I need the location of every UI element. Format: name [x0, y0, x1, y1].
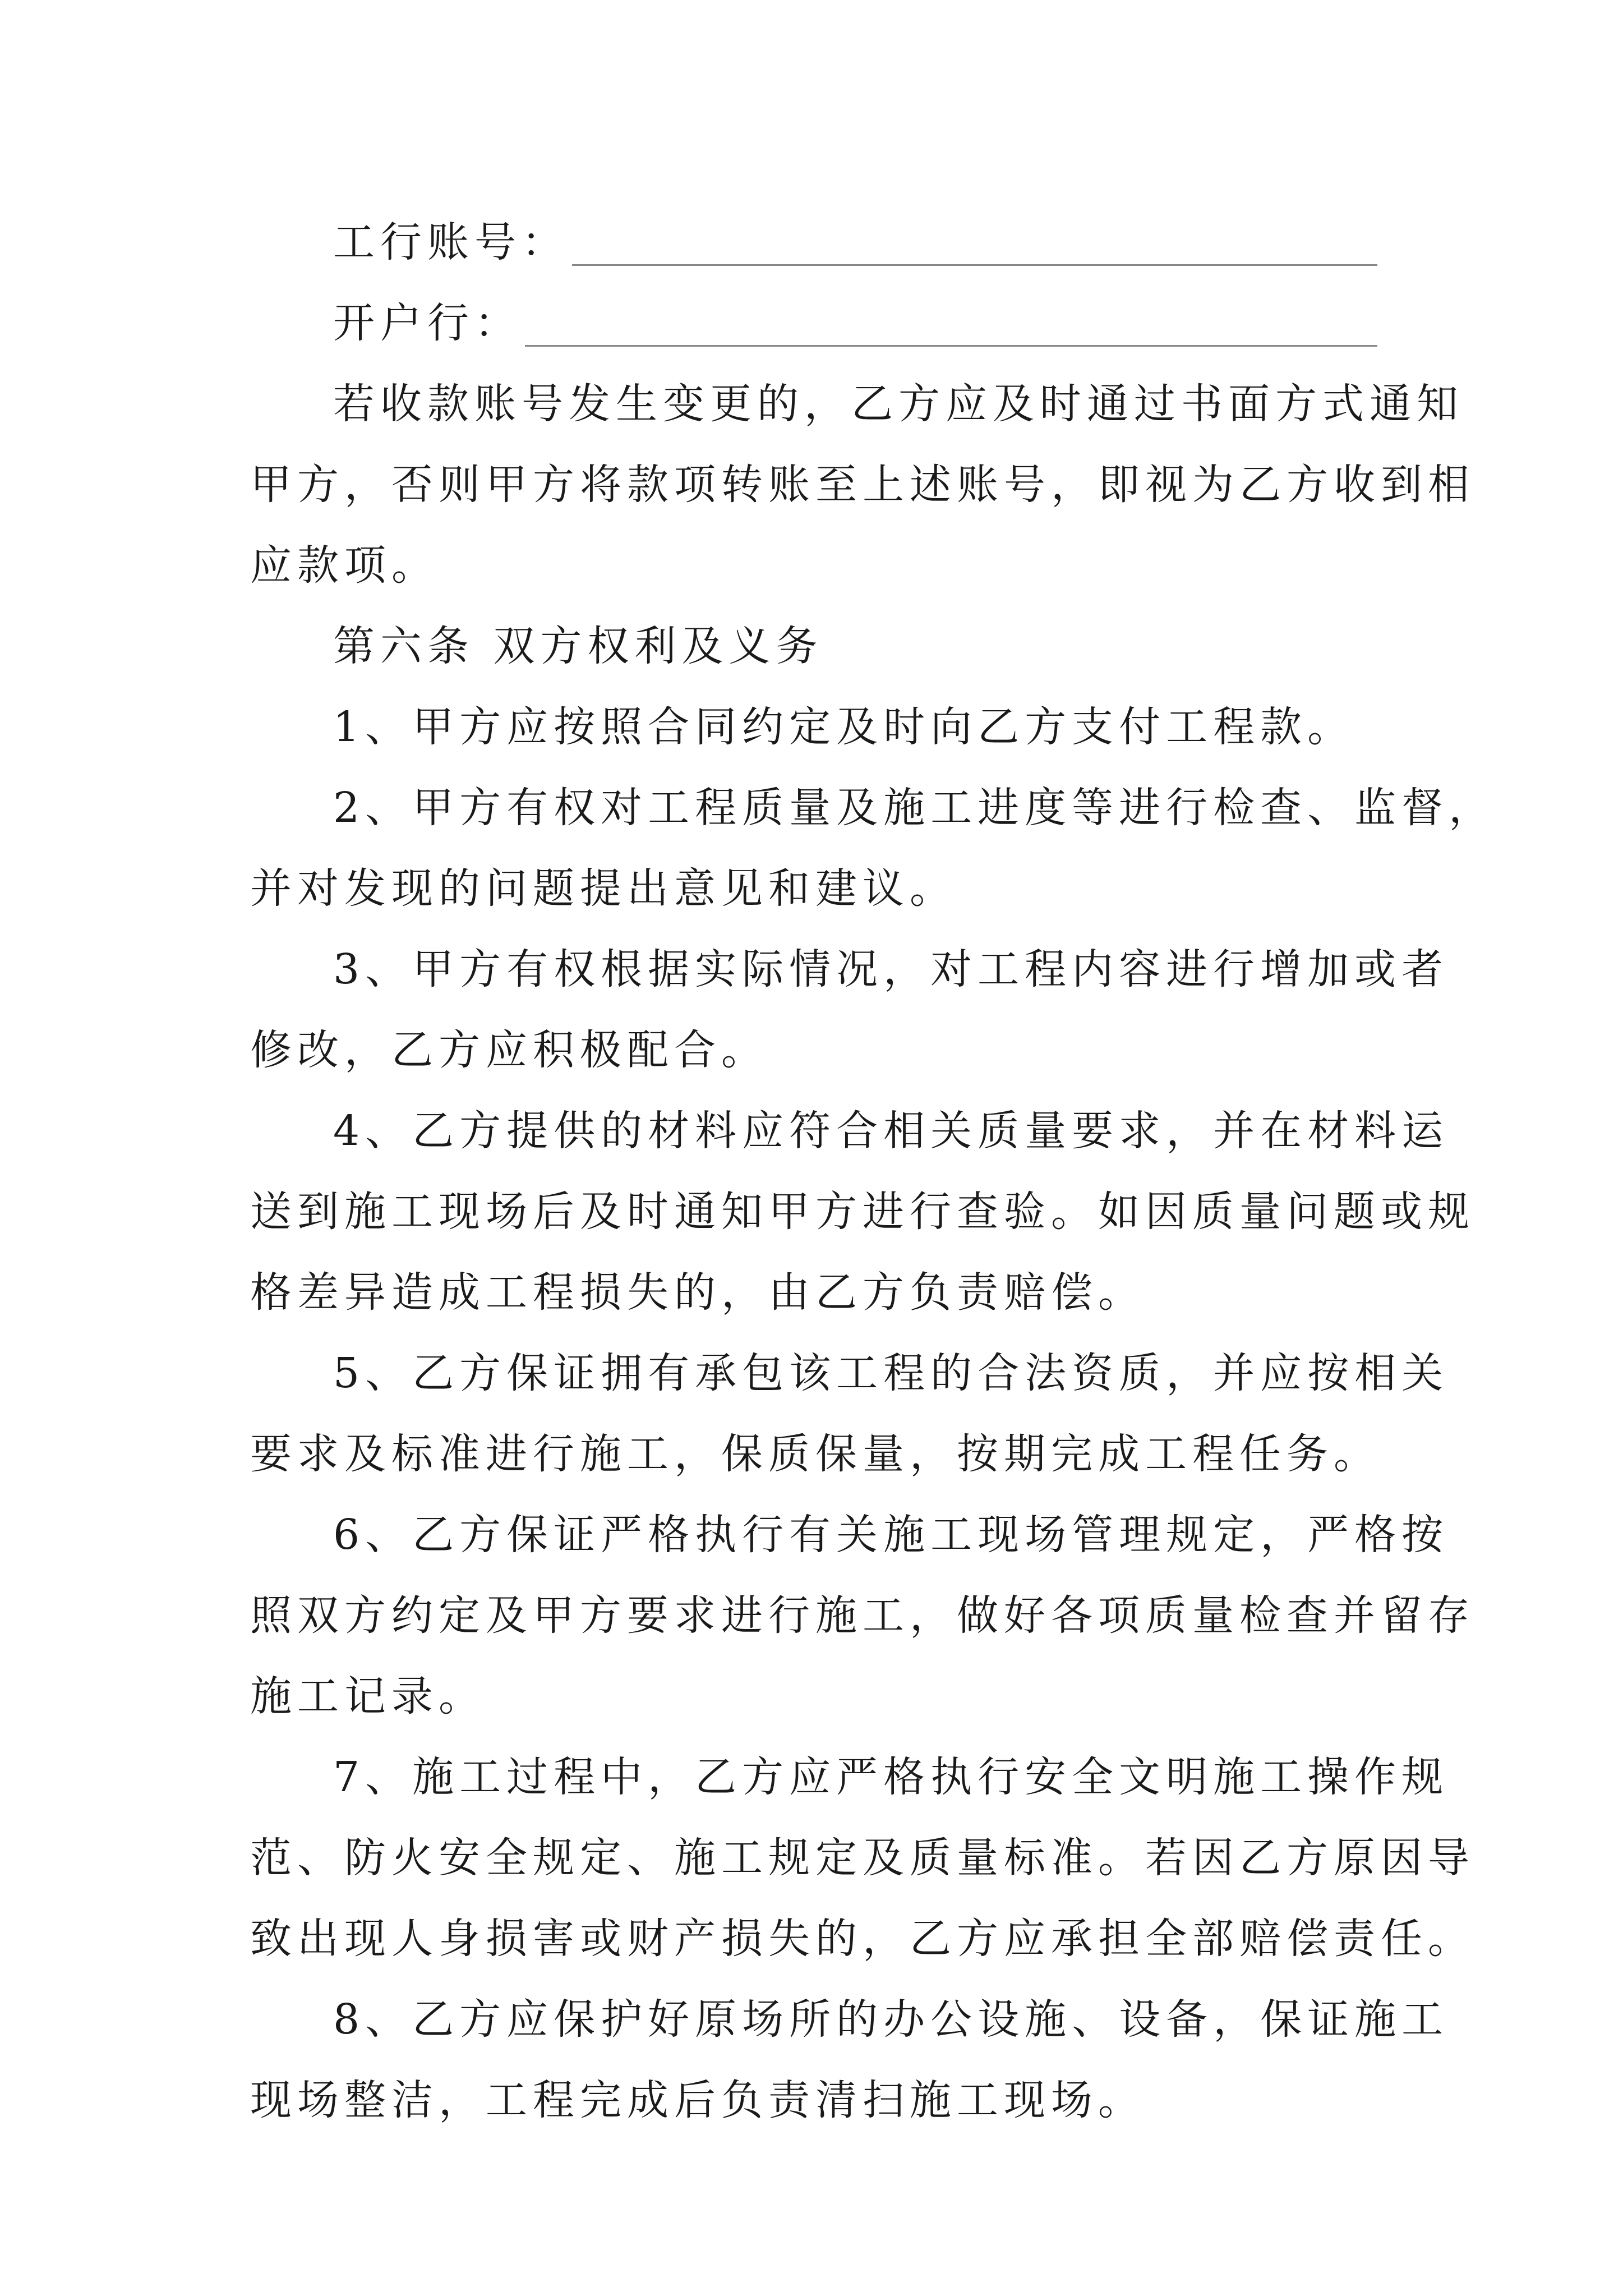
- paragraph-line: 照双方约定及甲方要求进行施工，做好各项质量检查并留存: [250, 1591, 1475, 1640]
- paragraph-line: 并对发现的问题提出意见和建议。: [250, 864, 957, 913]
- paragraph-line: 送到施工现场后及时通知甲方进行查验。如因质量问题或规: [250, 1188, 1475, 1236]
- bank-name-row: [250, 283, 1377, 364]
- clause-7: [250, 1737, 1475, 1979]
- clause-3: [250, 929, 1449, 1091]
- bank-name-blank[interactable]: [525, 300, 1377, 347]
- clause-6: [250, 1494, 1475, 1737]
- paragraph-line: 3、甲方有权根据实际情况，对工程内容进行增加或者: [333, 945, 1449, 993]
- paragraph-line: 甲方，否则甲方将款项转账至上述账号，即视为乙方收到相: [250, 461, 1475, 509]
- paragraph-line: 施工记录。: [250, 1672, 486, 1720]
- clause-8: [250, 1979, 1449, 2141]
- paragraph-line: 6、乙方保证严格执行有关施工现场管理规定，严格按: [333, 1511, 1449, 1559]
- paragraph-line: 修改，乙方应积极配合。: [250, 1026, 768, 1074]
- section-heading: 第六条 双方权利及义务: [333, 622, 823, 670]
- paragraph-line: 范、防火安全规定、施工规定及质量标准。若因乙方原因导: [250, 1834, 1475, 1882]
- account-number-row: [250, 202, 1377, 283]
- paragraph-line: 应款项。: [250, 541, 439, 590]
- paragraph-line: 若收款账号发生变更的，乙方应及时通过书面方式通知: [333, 380, 1464, 428]
- clause-1: [250, 687, 1377, 767]
- paragraph-line: 格差异造成工程损失的，由乙方负责赔偿。: [250, 1268, 1145, 1317]
- paragraph-line: 7、施工过程中，乙方应严格执行安全文明施工操作规: [333, 1753, 1449, 1801]
- paragraph-line: 2、甲方有权对工程质量及施工进度等进行检查、监督，: [333, 784, 1496, 832]
- paragraph-line: 1、甲方应按照合同约定及时向乙方支付工程款。: [333, 703, 1355, 751]
- paragraph-line: 致出现人身损害或财产损失的，乙方应承担全部赔偿责任。: [250, 1915, 1475, 1963]
- clause-2: [250, 767, 1496, 929]
- account-number-blank[interactable]: [572, 219, 1377, 266]
- clause-5: [250, 1333, 1449, 1494]
- paragraph-line: 现场整洁，工程完成后负责清扫施工现场。: [250, 2076, 1145, 2124]
- paragraph-line: 要求及标准进行施工，保质保量，按期完成工程任务。: [250, 1430, 1381, 1478]
- document-body: [250, 202, 1496, 2141]
- paragraph-line: 4、乙方提供的材料应符合相关质量要求，并在材料运: [333, 1107, 1449, 1155]
- clause-4: [250, 1091, 1475, 1333]
- account-change-notice: [250, 364, 1475, 606]
- paragraph-line: 5、乙方保证拥有承包该工程的合法资质，并应按相关: [333, 1349, 1449, 1397]
- bank-name-label: 开户行：: [333, 299, 522, 347]
- account-number-label: 工行账号：: [333, 218, 569, 266]
- paragraph-line: 8、乙方应保护好原场所的办公设施、设备，保证施工: [333, 1995, 1449, 2044]
